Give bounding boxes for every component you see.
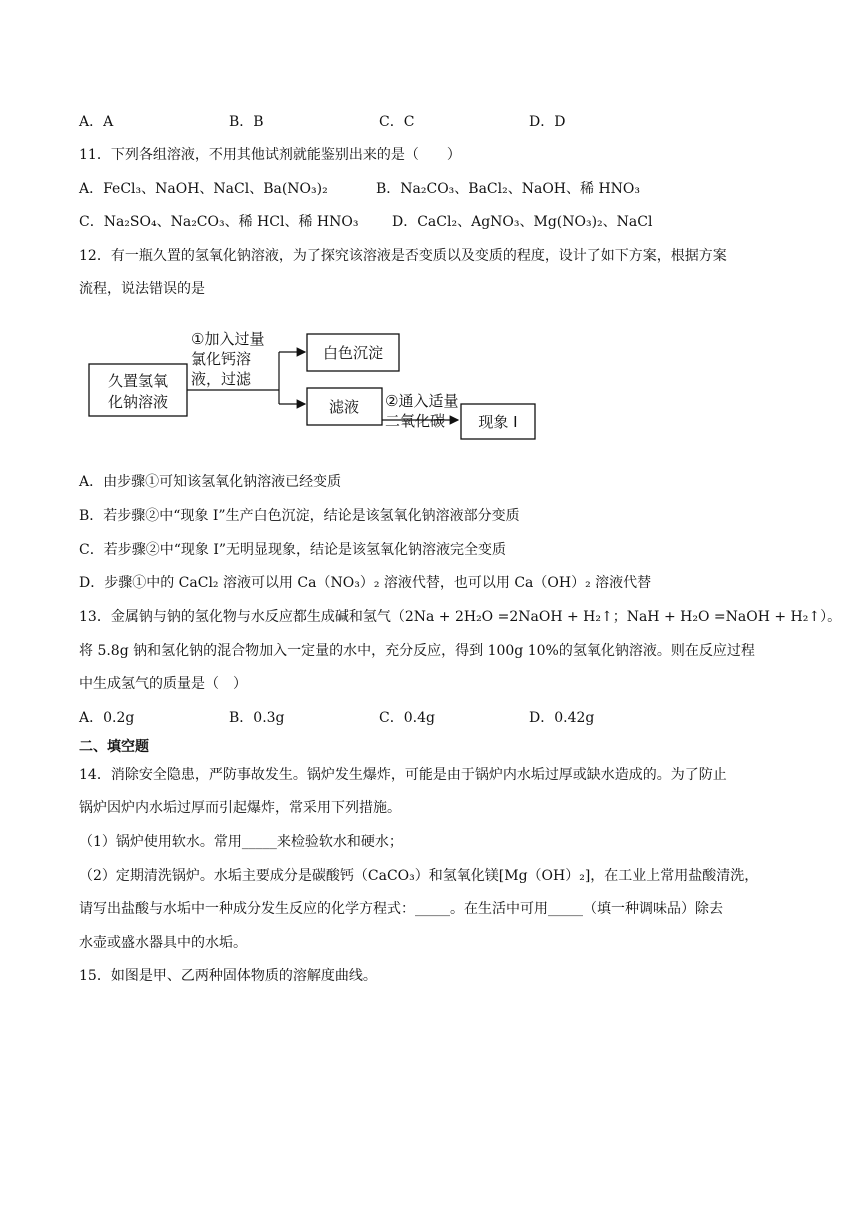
q12-option-b: B．若步骤②中“现象 I”生产白色沉淀，结论是该氢氧化钠溶液部分变质 (79, 508, 520, 524)
q10-option-d: D．D (529, 114, 566, 130)
flow-step2-line2: 二氧化碳 (385, 412, 446, 430)
q13-line3: 中生成氢气的质量是（ ） (79, 676, 247, 692)
q14-line4: （2）定期清洗锅炉。水垢主要成分是碳酸钙（CaCO₃）和氢氧化镁[Mg（OH）₂]，在工业上常用盐酸清洗， (79, 868, 759, 884)
q13-option-a: A．0.2g (79, 710, 135, 726)
q14-line5: 请写出盐酸与水垢中一种成分发生反应的化学方程式：_____。在生活中可用_____（填一种调味品）除去 (79, 901, 723, 917)
q12-flow-diagram (79, 322, 549, 462)
flow-start-line2: 化钠溶液 (107, 393, 169, 411)
flow-start-line1: 久置氢氧 (107, 372, 169, 390)
q11-option-b: B．Na₂CO₃、BaCl₂、NaOH、稀 HNO₃ (376, 181, 641, 197)
q12-stem-line1: 12．有一瓶久置的氢氧化钠溶液，为了探究该溶液是否变质以及变质的程度，设计了如下方案，根据方案 (79, 248, 727, 264)
flow-precip-label: 白色沉淀 (322, 344, 384, 362)
q11-option-d: D．CaCl₂、AgNO₃、Mg(NO₃)₂、NaCl (392, 214, 653, 230)
flow-step1-line1: ①加入过量 (191, 330, 265, 348)
q10-option-a: A．A (79, 114, 114, 130)
q15-stem: 15．如图是甲、乙两种固体物质的溶解度曲线。 (79, 968, 377, 984)
flow-filtrate-label: 滤液 (328, 398, 360, 416)
q12-option-a: A．由步骤①可知该氢氧化钠溶液已经变质 (79, 474, 342, 490)
flow-step2-line1: ②通入适量 (385, 392, 459, 410)
q14-line1: 14．消除安全隐患，严防事故发生。锅炉发生爆炸，可能是由于锅炉内水垢过厚或缺水造成的。为了防止 (79, 767, 727, 783)
q10-option-b: B．B (229, 114, 264, 130)
q11-option-c: C．Na₂SO₄、Na₂CO₃、稀 HCl、稀 HNO₃ (79, 214, 359, 230)
q12-option-c: C．若步骤②中“现象 I”无明显现象，结论是该氢氧化钠溶液完全变质 (79, 542, 507, 558)
q13-line2: 将 5.8g 钠和氢化钠的混合物加入一定量的水中，充分反应，得到 100g 10%的氢氧化钠溶液。则在反应过程 (79, 643, 755, 659)
q11-option-a: A．FeCl₃、NaOH、NaCl、Ba(NO₃)₂ (79, 181, 328, 197)
q12-option-d: D．步骤①中的 CaCl₂ 溶液可以用 Ca（NO₃）₂ 溶液代替，也可以用 Ca（OH）₂ 溶液代替 (79, 575, 652, 591)
q13-option-d: D．0.42g (529, 710, 595, 726)
q14-line3: （1）锅炉使用软水。常用_____来检验软水和硬水； (79, 834, 403, 850)
section-heading: 二、填空题 (79, 739, 149, 755)
q14-line6: 水壶或盛水器具中的水垢。 (79, 935, 247, 951)
q13-option-c: C．0.4g (379, 710, 435, 726)
flow-result-label: 现象 I (478, 413, 518, 431)
flow-step1-line2: 氯化钙溶 (191, 350, 252, 368)
q14-line2: 锅炉因炉内水垢过厚而引起爆炸，常采用下列措施。 (79, 800, 401, 816)
q10-option-c: C．C (379, 114, 415, 130)
flow-step1-line3: 液，过滤 (191, 370, 252, 388)
q13-line1: 13．金属钠与钠的氢化物与水反应都生成碱和氢气（2Na + 2H₂O =2NaOH + H₂↑；NaH + H₂O =NaOH + H₂↑）。 (79, 609, 842, 625)
q12-stem-line2: 流程，说法错误的是 (79, 281, 205, 297)
q11-stem: 11．下列各组溶液，不用其他试剂就能鉴别出来的是（ ） (79, 147, 461, 163)
q13-option-b: B．0.3g (229, 710, 285, 726)
